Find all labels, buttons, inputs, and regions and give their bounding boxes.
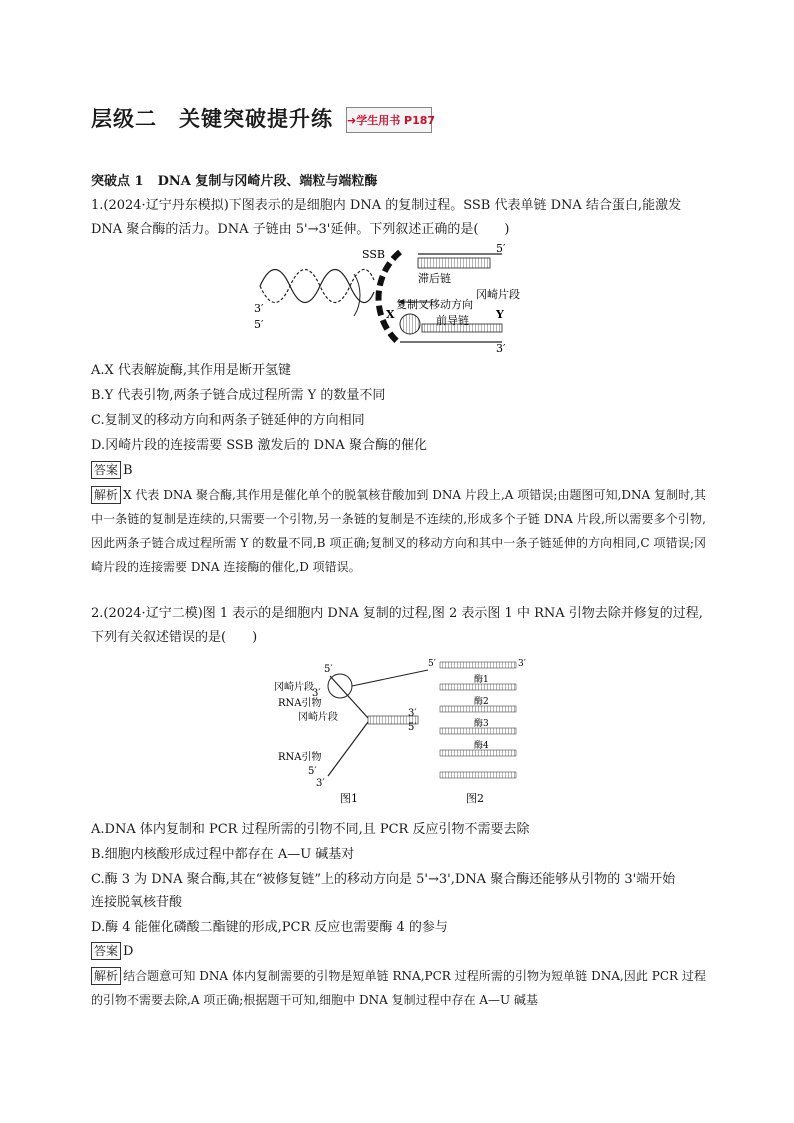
enzyme-x bbox=[400, 314, 420, 334]
q2-option-c-cont: 连接脱氧核苷酸 bbox=[91, 895, 183, 910]
fig1-3prime-right: 3′ bbox=[408, 708, 417, 719]
section-topic: DNA 复制与冈崎片段、端粒与端粒酶 bbox=[157, 174, 378, 189]
label-leading: 前导链 bbox=[436, 314, 469, 327]
section-title bbox=[91, 170, 377, 189]
q2-option-d: D.酶 4 能催化磷酸二酯键的形成,PCR 反应也需要酶 4 的参与 bbox=[91, 920, 448, 935]
label-okazaki: 冈崎片段 bbox=[476, 288, 520, 301]
q1-answer bbox=[91, 459, 133, 483]
fork-lower-arm bbox=[328, 722, 368, 776]
fig1-rna-primer-1: RNA引物 bbox=[278, 698, 322, 709]
fig2-enzyme-2: 酶2 bbox=[474, 697, 489, 707]
fig1-5prime-top: 5′ bbox=[324, 664, 333, 675]
answer-tag: 答案 bbox=[91, 461, 121, 479]
q1-answer-value: B bbox=[123, 463, 133, 478]
figure-dna-replication bbox=[250, 244, 520, 354]
highlight-circle bbox=[328, 674, 352, 698]
fig2-5prime: 5′ bbox=[428, 659, 436, 669]
figure-primer-removal bbox=[268, 656, 528, 808]
q2-option-c: C.酶 3 为 DNA 聚合酶,其在“被修复链”上的移动方向是 5'→3',DNA 聚合酶还能够从引物的 3'端开始 bbox=[91, 872, 676, 887]
label-5prime-top: 5′ bbox=[496, 244, 506, 255]
q2-answer-value: D bbox=[123, 944, 134, 959]
q1-explanation bbox=[91, 483, 706, 579]
label-3prime-bottom: 3′ bbox=[496, 342, 506, 354]
q1-option-c: C.复制叉的移动方向和两条子链延伸的方向相同 bbox=[91, 413, 365, 428]
q1-option-b: B.Y 代表引物,两条子链合成过程所需 Y 的数量不同 bbox=[91, 388, 386, 403]
label-x: X bbox=[386, 308, 395, 321]
label-fork-direction: 复制叉移动方向 bbox=[396, 298, 473, 311]
q1-explanation-text: X 代表 DNA 聚合酶,其作用是催化单个的脱氧核苷酸加到 DNA 片段上,A 项错误;由题图可知,DNA 复制时,其中一条链的复制是连续的,只需要一个引物,另一条链的复制是不连续的,形成多个子链 DNA 片段,所以需要多个引物,因此两条子链合成过程所需 Y 的数量不同,B 项正确;复制叉的移动方向和其中一条子链延伸的方向相同,C 项错误;冈崎片段的连接需要 DNA 连接酶的催化,D 项错误。 bbox=[91, 488, 706, 574]
textbook-reference-badge[interactable]: ➜学生用书 P187 bbox=[346, 107, 432, 133]
callout-arrow bbox=[352, 670, 428, 686]
fig1-rna-primer-2: RNA引物 bbox=[278, 752, 322, 763]
label-5prime-left: 5′ bbox=[254, 318, 264, 331]
q2-option-b: B.细胞内核酸形成过程中都存在 A—U 碱基对 bbox=[91, 847, 355, 862]
fig2-enzyme-4: 酶4 bbox=[474, 741, 489, 751]
heading-title: 关键突破提升练 bbox=[179, 107, 333, 131]
fig1-3prime-bottom: 3′ bbox=[316, 778, 325, 789]
answer-tag: 答案 bbox=[91, 942, 121, 960]
q1-option-d: D.冈崎片段的连接需要 SSB 激发后的 DNA 聚合酶的催化 bbox=[91, 438, 427, 453]
q2-explanation bbox=[91, 964, 706, 1012]
q1-option-a: A.X 代表解旋酶,其作用是断开氢键 bbox=[91, 363, 292, 378]
fig1-3prime-top: 3′ bbox=[312, 688, 321, 699]
fig1-5prime-right: 5′ bbox=[408, 722, 417, 733]
section-label: 突破点 1 bbox=[91, 174, 144, 189]
explanation-tag: 解析 bbox=[91, 967, 121, 985]
q2-explanation-text: 结合题意可知 DNA 体内复制需要的引物是短单链 RNA,PCR 过程所需的引物为短单链 DNA,因此 PCR 过程的引物不需要去除,A 项正确;根据题干可知,细胞中 DNA 复制过程中存在 A—U 碱基 bbox=[91, 969, 706, 1007]
fig1-okazaki-2: 冈崎片段 bbox=[298, 712, 338, 723]
fig1-5prime-bottom: 5′ bbox=[308, 766, 317, 777]
heading-level: 层级二 bbox=[91, 107, 157, 131]
question-2-stem: 2.(2024·辽宁二模)图 1 表示的是细胞内 DNA 复制的过程,图 2 表示图 1 中 RNA 引物去除并修复的过程,下列有关叙述错误的是( ) bbox=[91, 606, 703, 645]
label-ssb: SSB bbox=[362, 248, 385, 261]
fig2-3prime: 3′ bbox=[518, 659, 526, 669]
lagging-fragments bbox=[418, 258, 490, 268]
fig2-enzyme-1: 酶1 bbox=[474, 675, 489, 685]
fig2-caption: 图2 bbox=[466, 792, 484, 805]
fig2-enzyme-3: 酶3 bbox=[474, 719, 489, 729]
page-heading bbox=[91, 103, 333, 133]
question-1-stem: 1.(2024·辽宁丹东模拟)下图表示的是细胞内 DNA 的复制过程。SSB 代表单链 DNA 结合蛋白,能激发 DNA 聚合酶的活力。DNA 子链由 5'→3'延伸。下列叙述正确的是( ) bbox=[91, 198, 682, 237]
label-lagging: 滞后链 bbox=[418, 272, 451, 285]
explanation-tag: 解析 bbox=[91, 486, 121, 504]
q2-option-a: A.DNA 体内复制和 PCR 过程所需的引物不同,且 PCR 反应引物不需要去除 bbox=[91, 822, 530, 837]
fig1-caption: 图1 bbox=[340, 792, 358, 805]
label-3prime-left: 3′ bbox=[254, 302, 264, 315]
q2-answer bbox=[91, 940, 133, 964]
fig1-okazaki-1: 冈崎片段 bbox=[274, 682, 314, 693]
label-y: Y bbox=[496, 308, 504, 321]
